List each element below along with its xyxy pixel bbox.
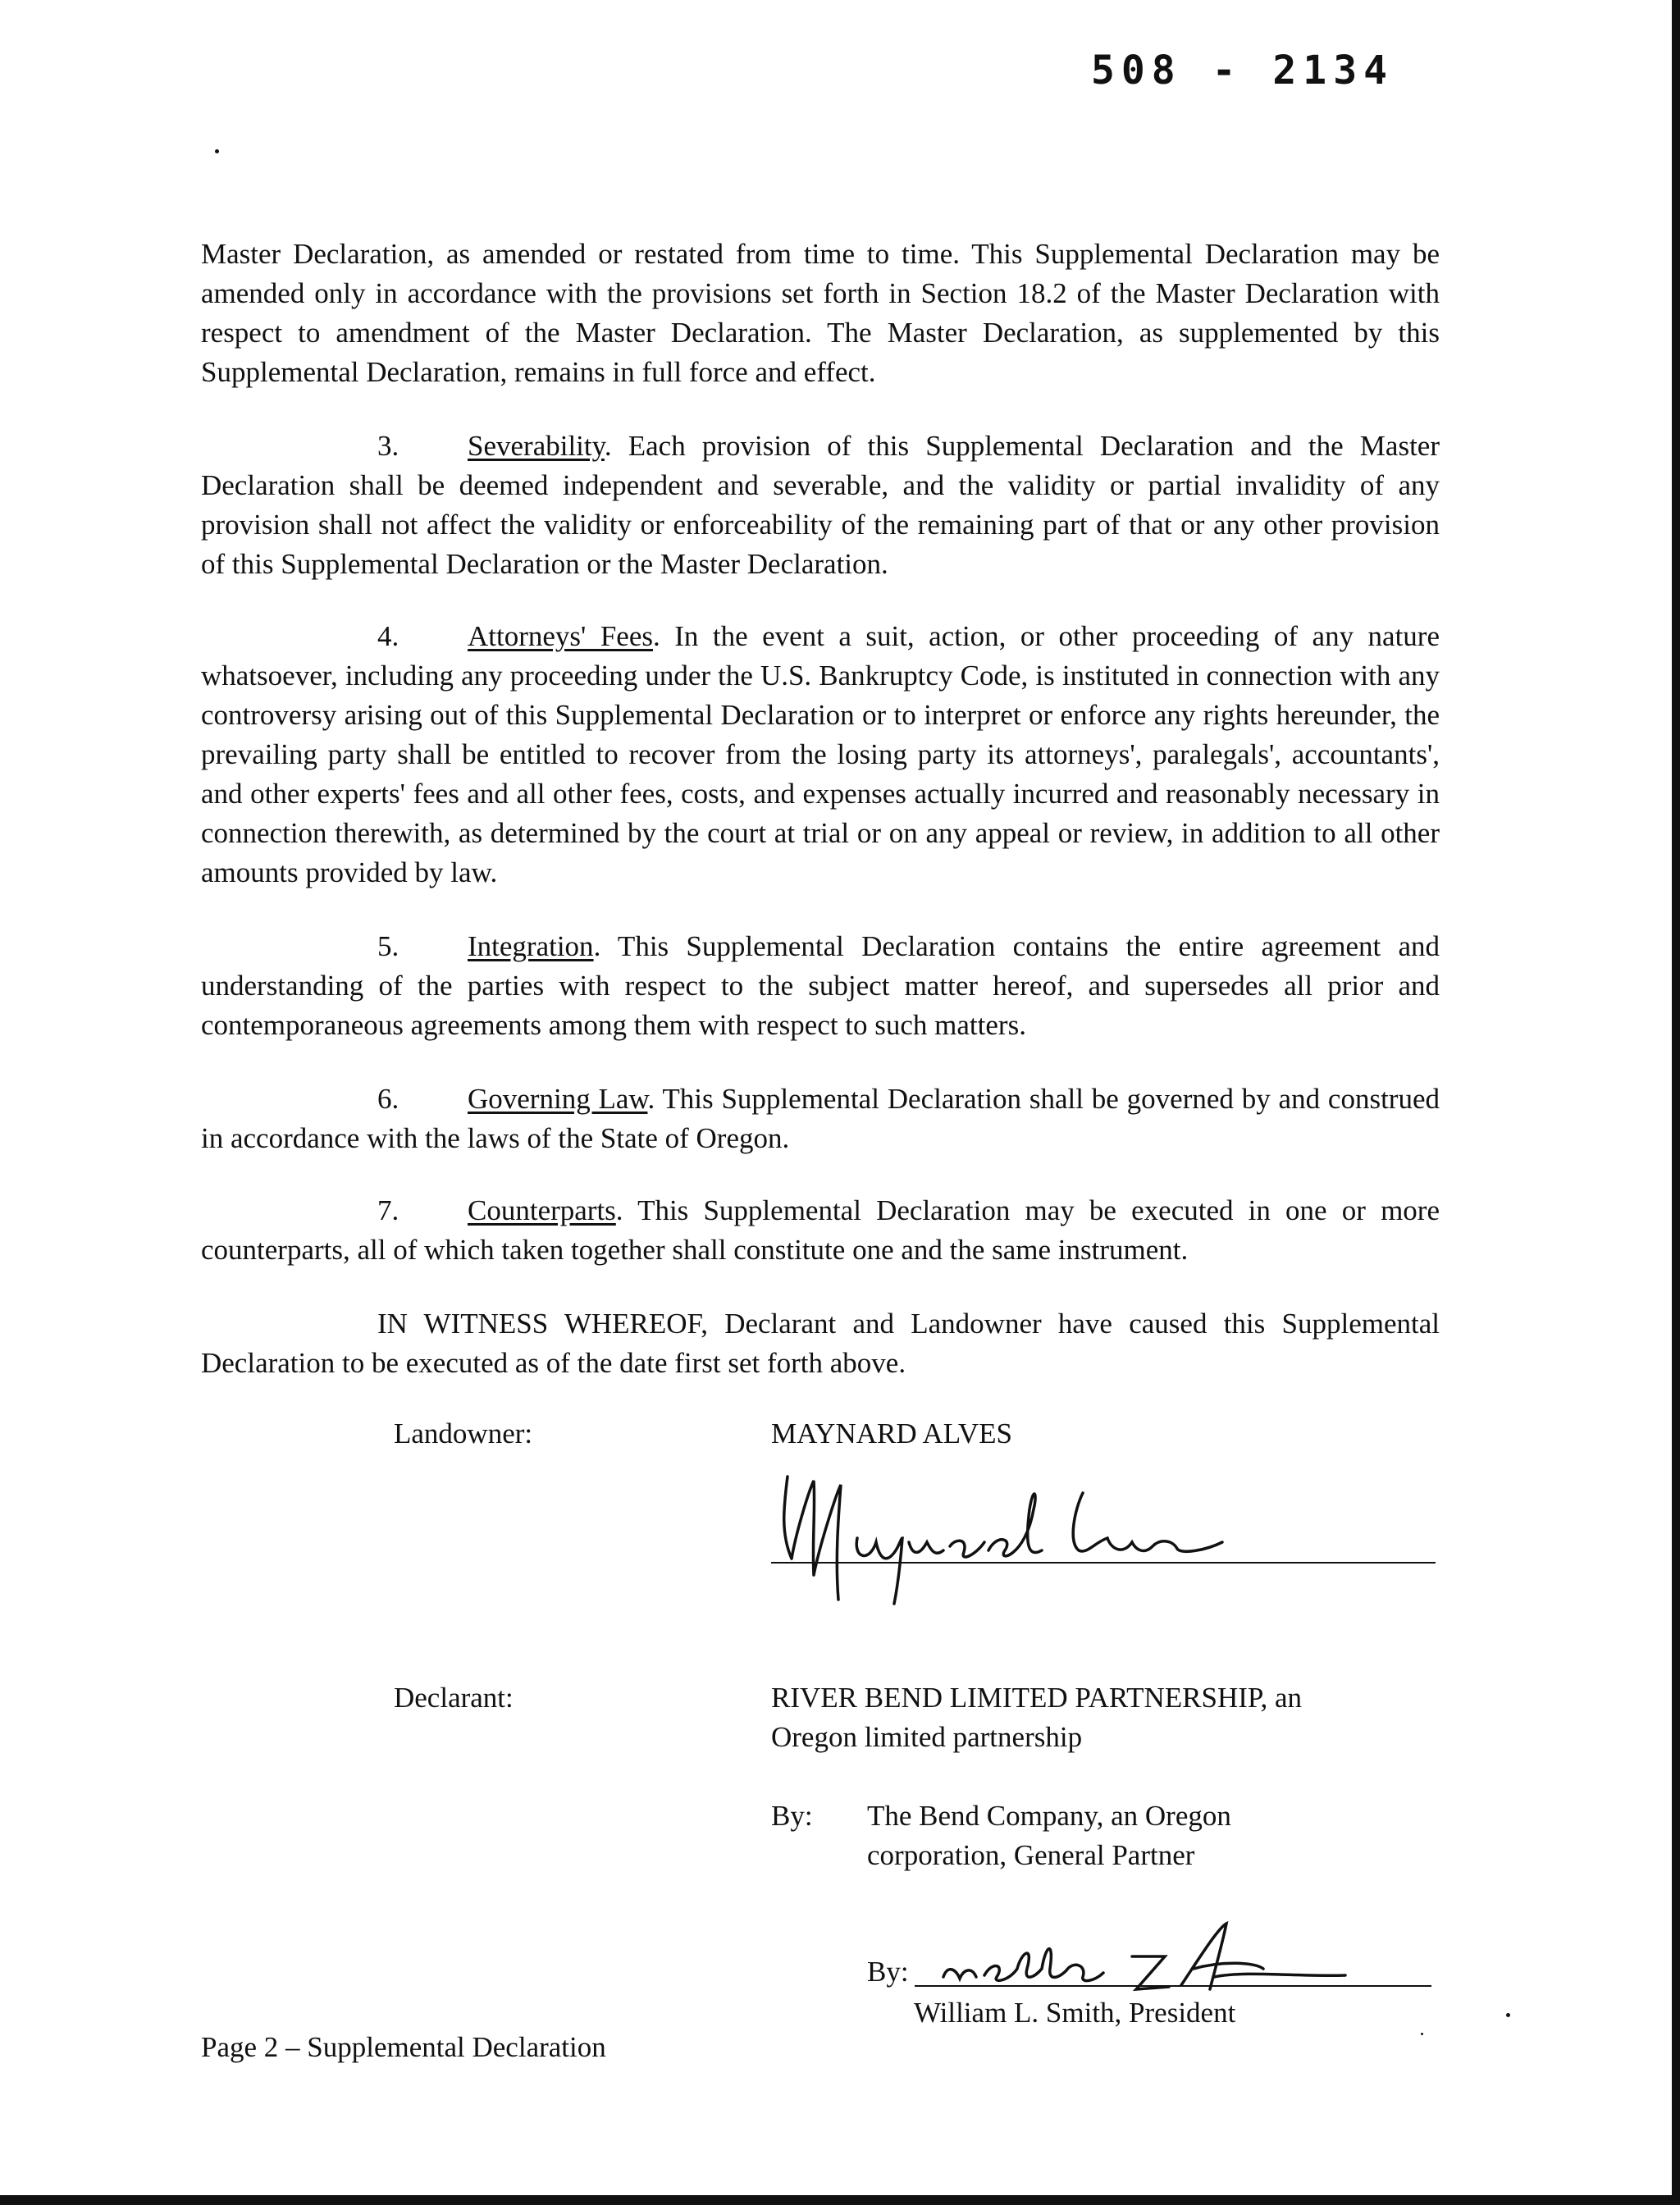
section-4	[201, 617, 1440, 892]
signer-name: William L. Smith, President	[914, 1997, 1236, 2029]
by-line2: corporation, General Partner	[867, 1839, 1195, 1871]
landowner-label: Landowner:	[394, 1418, 533, 1449]
section-5-text: . This Supplemental Declaration contains the entire agreement and understanding of the parties with respect to the subject matter hereof, and supersedes all prior and contemporaneous agreements among them with respect to such matters.	[201, 930, 1440, 1041]
declarant-name-line1: RIVER BEND LIMITED PARTNERSHIP, an	[771, 1682, 1303, 1714]
scan-edge-right	[1672, 0, 1680, 2205]
document-number: 508 - 2134	[1091, 48, 1394, 94]
scan-speck	[1421, 2033, 1423, 2035]
section-6-number: 6.	[377, 1083, 399, 1115]
declarant-label: Declarant:	[394, 1682, 514, 1714]
section-7-text: . This Supplemental Declaration may be executed in one or more counterparts, all of which taken together shall constitute one and the same instrument.	[201, 1194, 1440, 1266]
section-7-heading: Counterparts	[468, 1194, 616, 1226]
section-5-number: 5.	[377, 930, 399, 962]
section-4-heading: Attorneys' Fees	[468, 620, 653, 652]
section-3-text: . Each provision of this Supplemental Declaration and the Master Declaration shall be deemed independent and severable, and the validity or partial invalidity of any provision shall not affect the validity or enforceability of the remaining part of that or any other provision of this Supplemental Declaration or the Master Declaration.	[201, 430, 1440, 580]
section-3	[201, 427, 1440, 584]
landowner-name: MAYNARD ALVES	[771, 1418, 1013, 1449]
witness-text: IN WITNESS WHEREOF, Declarant and Landowner have caused this Supplemental Declaration to be executed as of the date first set forth above.	[201, 1308, 1440, 1379]
section-7-number: 7.	[377, 1194, 399, 1226]
intro-paragraph: Master Declaration, as amended or restated from time to time. This Supplemental Declaration may be amended only in accordance with the provisions set forth in Section 18.2 of the Master Declaration with respect to amendment of the Master Declaration. The Master Declaration, as supplemented by this Supplemental Declaration, remains in full force and effect.	[201, 238, 1440, 388]
section-5-heading: Integration	[468, 930, 594, 962]
section-4-text: . In the event a suit, action, or other proceeding of any nature whatsoever, including any proceeding under the U.S. Bankruptcy Code, is instituted in connection with any controversy arising out of this Supplemental Declaration or to interpret or enforce any rights hereunder, the prevailing party shall be entitled to recover from the losing party its attorneys', paralegals', accountants', and other experts' fees and all other fees, costs, and expenses actually incurred and reasonably necessary in connection therewith, as determined by the court at trial or on any appeal or review, in addition to all other amounts provided by law.	[201, 620, 1440, 888]
page-footer: Page 2 – Supplemental Declaration	[201, 2031, 606, 2063]
by-label: By:	[771, 1800, 813, 1832]
scan-edge-bottom	[0, 2195, 1680, 2205]
declarant-signature	[919, 1911, 1444, 2002]
declarant-signature-line	[915, 1985, 1431, 1987]
section-6-heading: Governing Law	[468, 1083, 648, 1115]
section-6-text: . This Supplemental Declaration shall be governed by and construed in accordance with the laws of the State of Oregon.	[201, 1083, 1440, 1154]
witness-clause	[201, 1304, 1440, 1383]
declarant-name-line2: Oregon limited partnership	[771, 1721, 1083, 1753]
section-5	[201, 927, 1440, 1045]
section-6	[201, 1080, 1440, 1158]
scan-speck	[1506, 2013, 1510, 2017]
by-line1: The Bend Company, an Oregon	[867, 1800, 1231, 1832]
section-4-number: 4.	[377, 620, 399, 652]
landowner-signature-line	[771, 1562, 1436, 1564]
section-7	[201, 1191, 1440, 1270]
landowner-signature	[763, 1460, 1419, 1608]
scan-speck	[215, 149, 219, 153]
section-3-heading: Severability	[468, 430, 605, 462]
by2-label: By:	[867, 1956, 909, 1988]
section-3-number: 3.	[377, 430, 399, 462]
